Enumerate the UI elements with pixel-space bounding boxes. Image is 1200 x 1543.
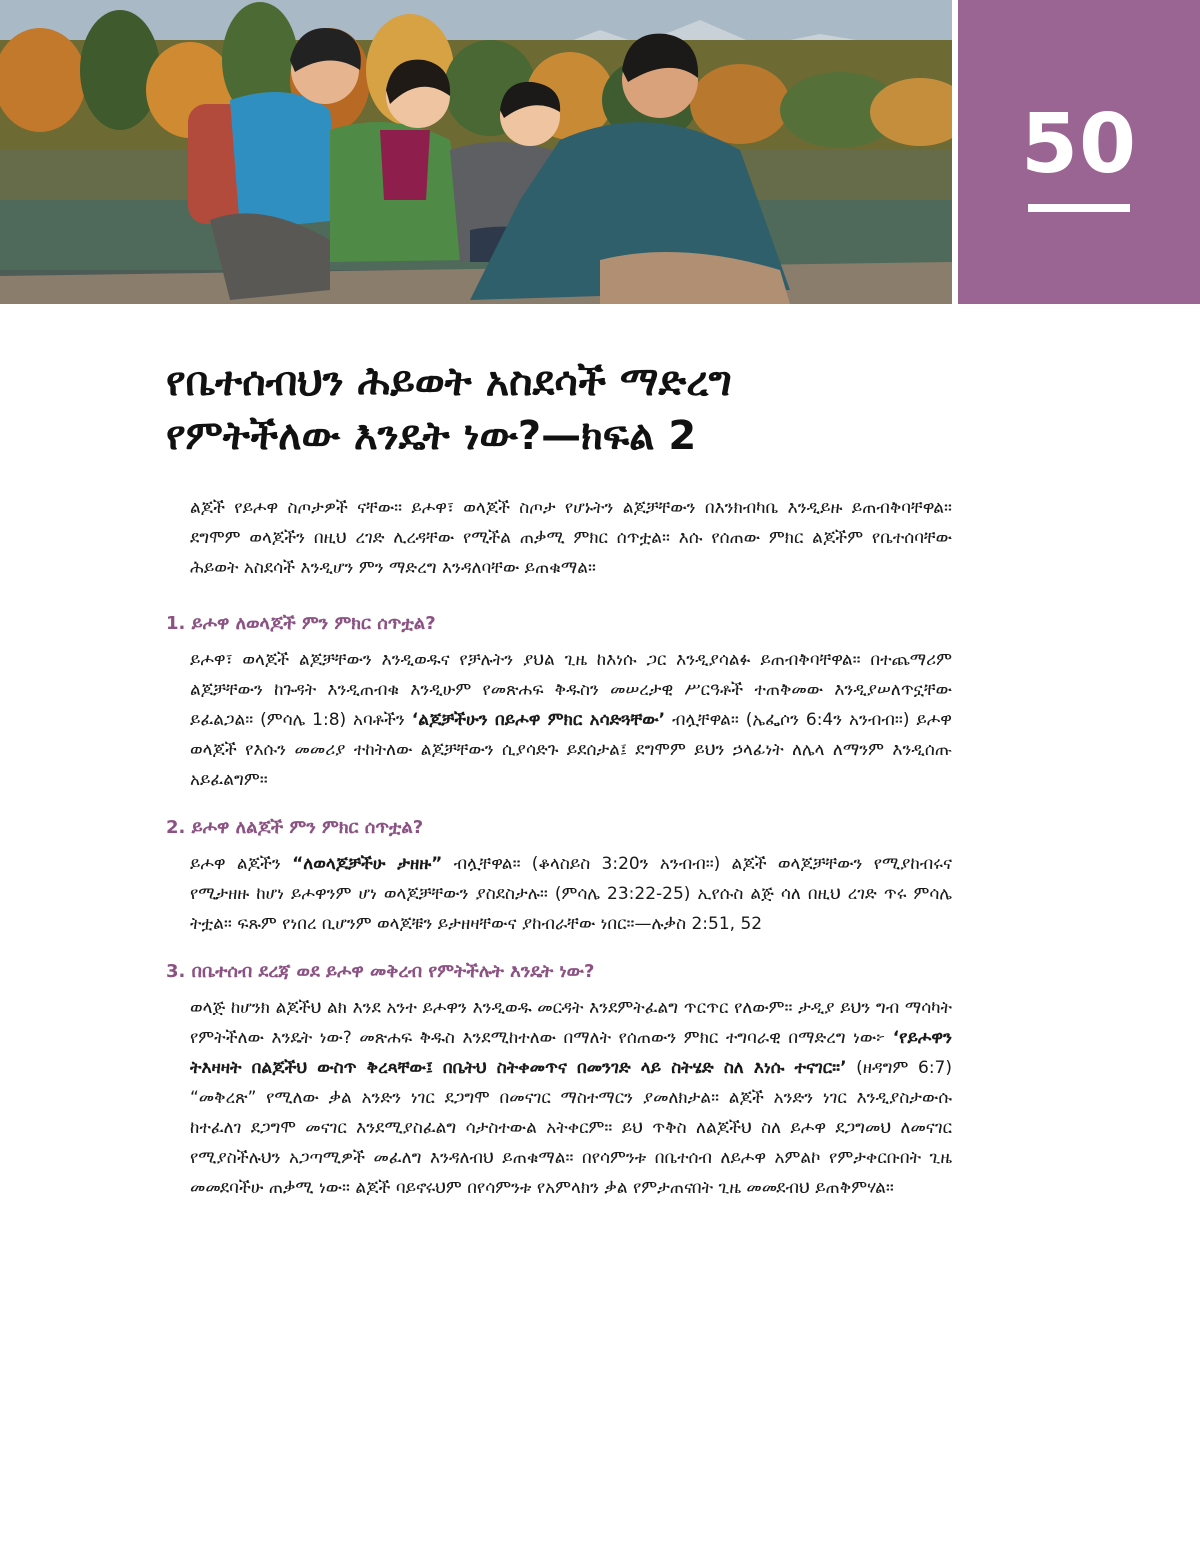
lesson-content: [166, 493, 952, 1203]
family-by-lake-illustration: [0, 0, 952, 304]
answer-1-text-after: ብሏቸዋል። (ኤፌሶን 6:4ን አንብብ።) ይሖዋ ወላጆች የእሱን መመሪያ ተከትለው ልጆቻቸውን ሲያሳድጉ ይደሰታል፤ ደግሞም ይህን ኃላፊነት ለሌላ ለማንም እንዲሰጡ አይፈልግም።: [190, 710, 952, 790]
lesson-number-underline: [1028, 204, 1130, 212]
answer-3: [190, 993, 952, 1203]
answer-2: [190, 849, 952, 939]
answer-2-text-after: ብሏቸዋል። (ቆላስይስ 3:20ን አንብብ።) ልጆች ወላጆቻቸውን የሚያከብሩና የሚታዘዙ ከሆነ ይሖዋንም ሆነ ወላጆቻቸውን ያስደስታሉ። (ምሳሌ 23:22-25) ኢየሱስ ልጅ ሳለ በዚህ ረገድ ጥሩ ምሳሌ ትቷል። ፍጹም የነበረ ቢሆንም ወላጆቹን ይታዘዛቸውና ያከብራቸው ነበር።—ሉቃስ 2:51, 52: [190, 854, 952, 934]
answer-3-text-after: (ዘዳግም 6:7) “መቅረጽ” የሚለው ቃል አንድን ነገር ደጋግሞ በመናገር ማስተማርን ያመለክታል። ልጆች አንድን ነገር እንዲያስታውሱ ከተፈለገ ደጋግሞ መናገር እንደሚያስፈልግ ሳታስተውል አትቀርም። ይህ ጥቅስ ለልጆችህ ስለ ይሖዋ ደጋግመህ ለመናገር የሚያስችሉህን አጋጣሚዎች መፈለግ እንዳለብህ ይጠቁማል። በየሳምንቱ በቤተሰብ ለይሖዋ አምልኮ የምታቀርቡበት ጊዜ መመደባችሁ ጠቃሚ ነው። ልጆች ባይኖሩህም በየሳምንቱ የአምላክን ቃል የምታጠናበት ጊዜ መመደብህ ይጠቅምሃል።: [190, 1058, 952, 1198]
question-1: 1. ይሖዋ ለወላጆች ምን ምክር ሰጥቷል?: [166, 613, 436, 634]
lesson-number: 50: [1020, 97, 1138, 192]
answer-2-text-before: ይሖዋ ልጆችን: [190, 854, 293, 874]
question-2: 2. ይሖዋ ለልጆች ምን ምክር ሰጥቷል?: [166, 817, 424, 838]
lesson-number-box: [958, 0, 1200, 304]
page-title: የቤተሰብህን ሕይወት አስደሳች ማድረግ የምትችለው እንዴት ነው?—ክፍል 2: [166, 359, 732, 459]
question-3: 3. በቤተሰብ ደረጃ ወደ ይሖዋ መቅረብ የምትችሉት እንዴት ነው?: [166, 961, 595, 982]
answer-1: [190, 645, 952, 795]
answer-1-bold-quote: ‘ልጆቻችሁን በይሖዋ ምክር አሳድጓቸው’: [411, 710, 666, 730]
answer-3-text-before: ወላጅ ከሆንክ ልጆችህ ልክ እንደ አንተ ይሖዋን እንዲወዱ መርዳት እንደምትፈልግ ጥርጥር የለውም። ታዲያ ይህን ግብ ማሳካት የምትችለው እንዴት ነው? መጽሐፍ ቅዱስ እንደሚከተለው በማለት የሰጠውን ምክር ተግባራዊ በማድረግ ነው፦: [190, 998, 952, 1048]
answer-3-bold-quote: ‘የይሖዋን ትእዛዛት በልጆችህ ውስጥ ቅረጻቸው፤ በቤትህ ስትቀመጥና በመንገድ ላይ ስትሄድ ስለ እነሱ ተናገር።’: [190, 1028, 952, 1078]
header-photo: [0, 0, 952, 304]
answer-2-bold-quote: “ለወላጆቻችሁ ታዘዙ”: [292, 854, 443, 874]
answer-1-text-before: ይሖዋ፣ ወላጆች ልጆቻቸውን እንዲወዱና የቻሉትን ያህል ጊዜ ከእነሱ ጋር እንዲያሳልፉ ይጠብቅባቸዋል። በተጨማሪም ልጆቻቸውን ከጉዳት እንዲጠብቁ እንዲሁም የመጽሐፍ ቅዱስን መሠረታዊ ሥርዓቶች ተጠቅመው እንዲያሠለጥኗቸው ይፈልጋል። (ምሳሌ 1:8) አባቶችን: [190, 650, 952, 730]
intro-paragraph: ልጆች የይሖዋ ስጦታዎች ናቸው። ይሖዋ፣ ወላጆች ስጦታ የሆኑትን ልጆቻቸውን በእንክብካቤ እንዲይዙ ይጠብቅባቸዋል። ደግሞም ወላጆችን በዚህ ረገድ ሊረዳቸው የሚችል ጠቃሚ ምክር ሰጥቷል። እሱ የሰጠው ምክር ልጆችም የቤተሰባቸው ሕይወት አስደሳች እንዲሆን ምን ማድረግ እንዳለባቸው ይጠቁማል።: [190, 498, 952, 578]
